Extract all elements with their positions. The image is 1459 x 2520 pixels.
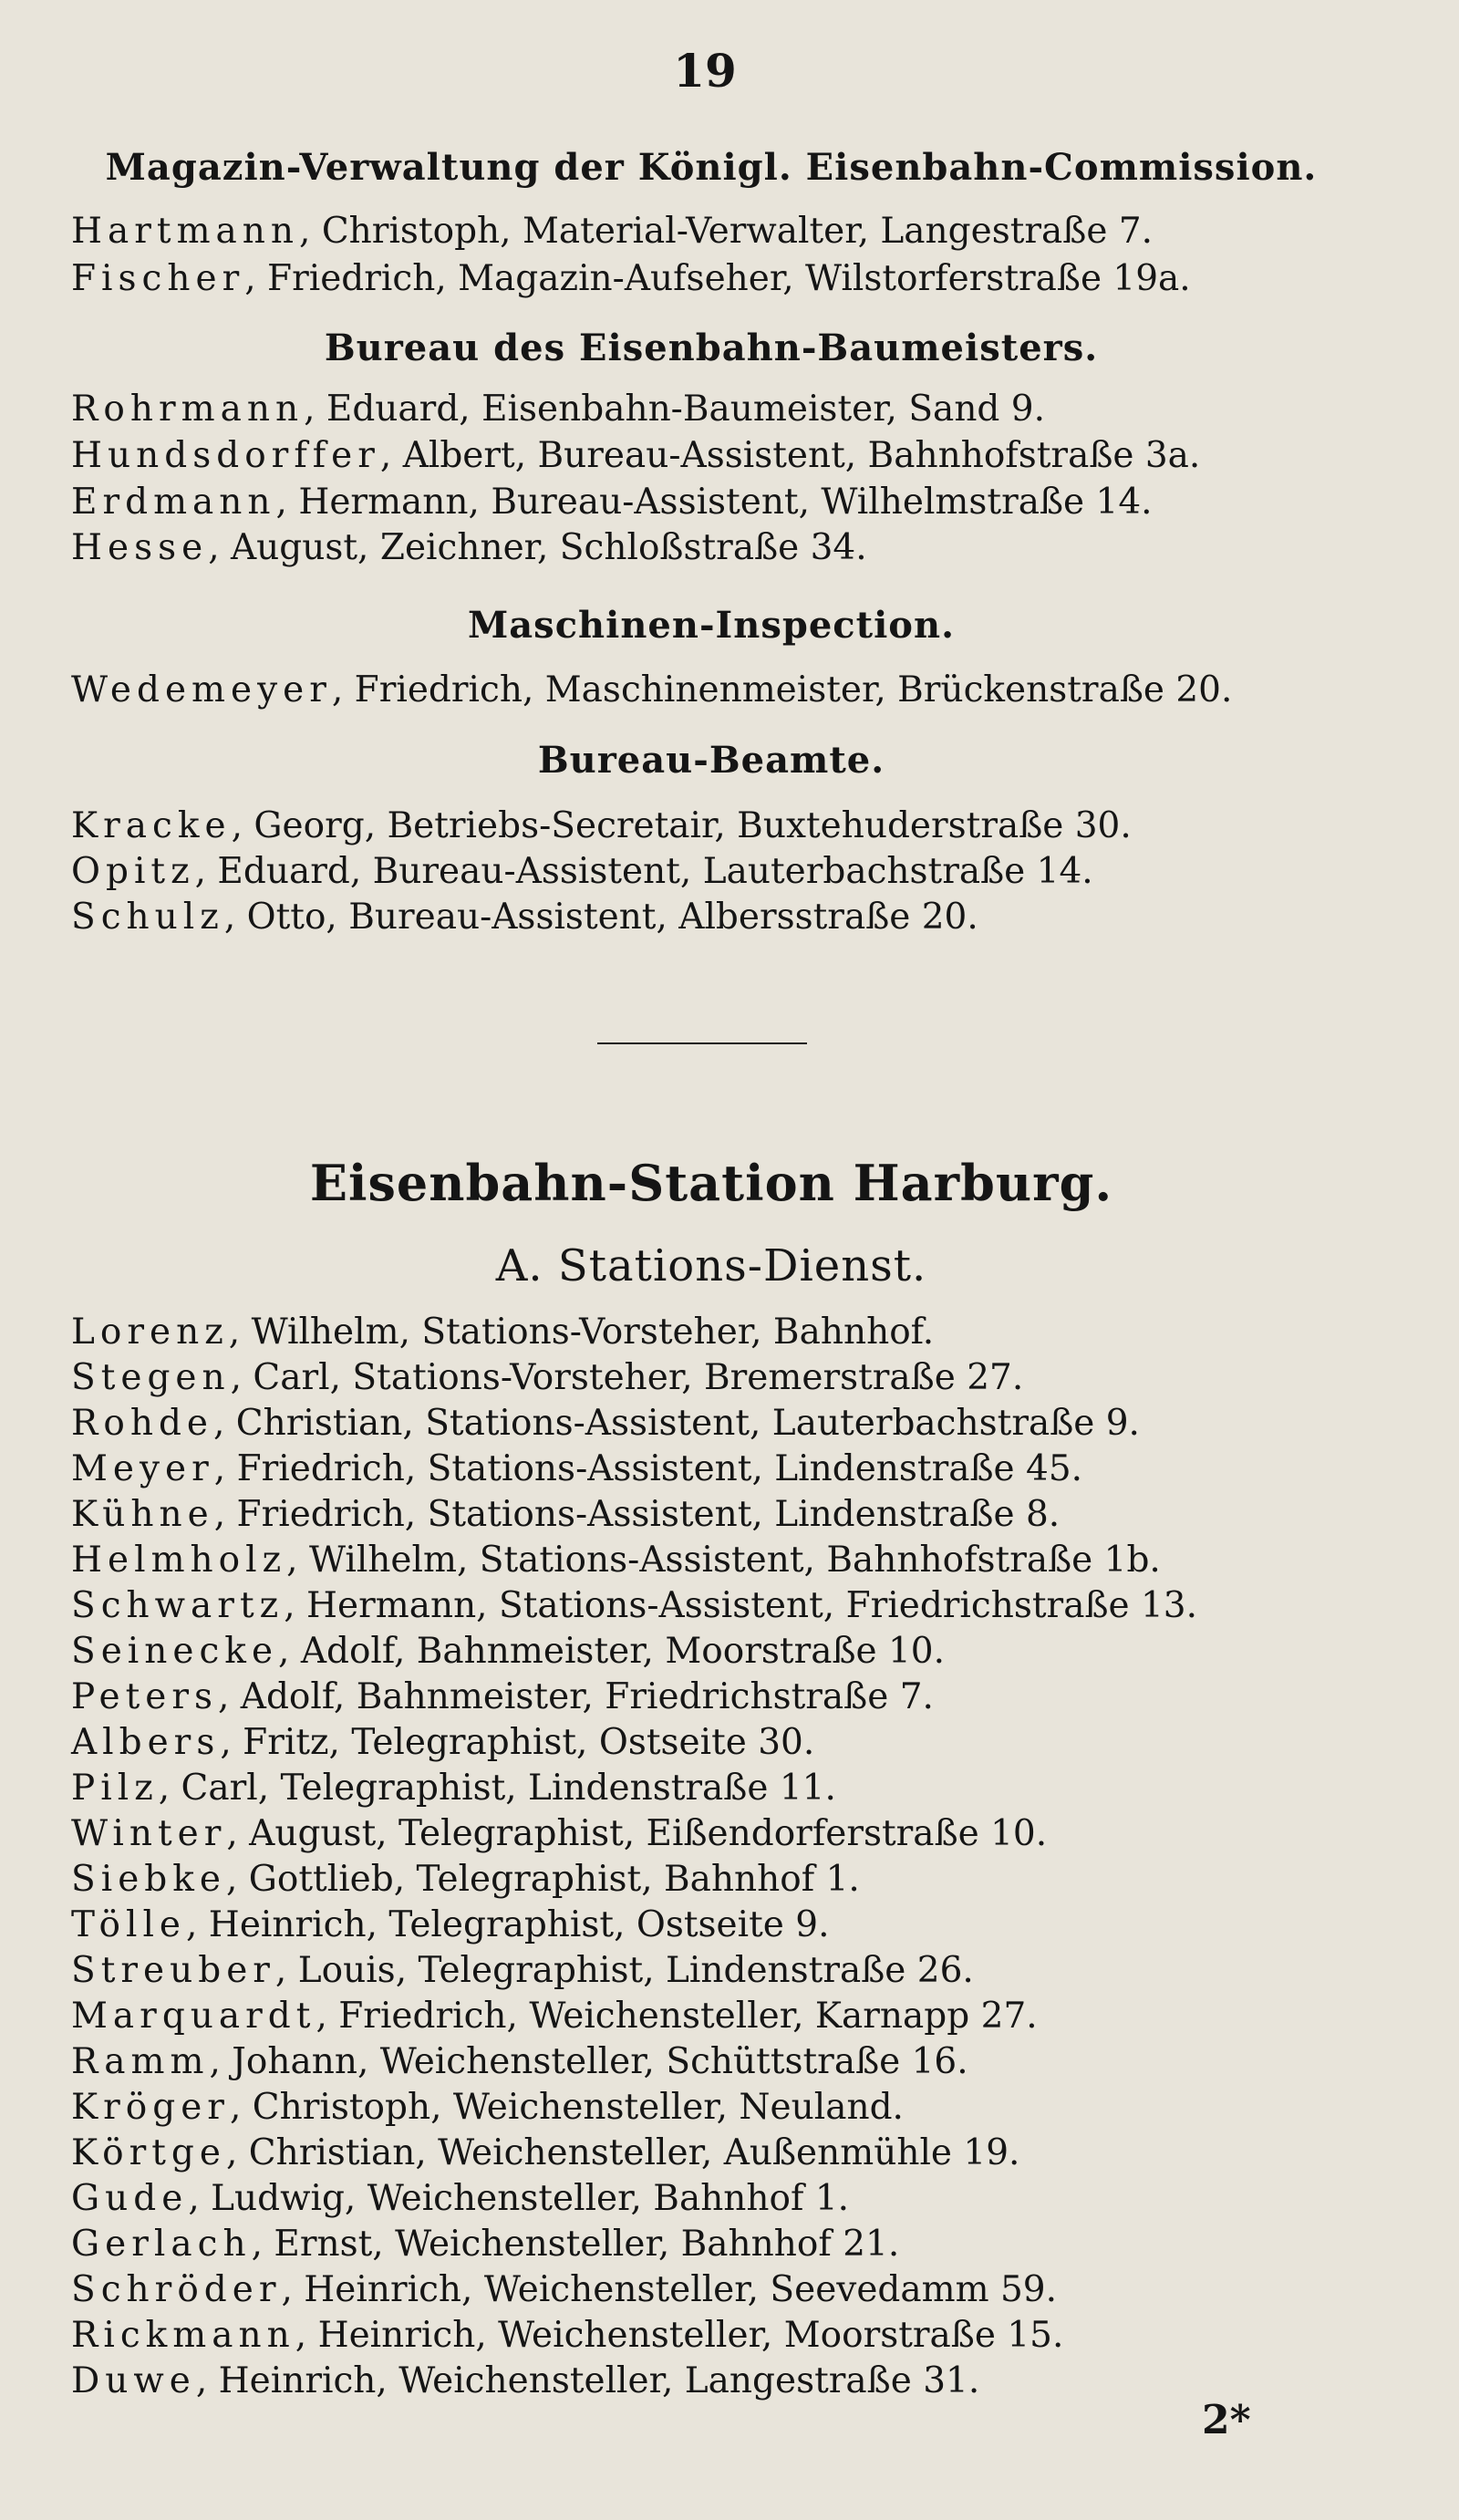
- entry-name: Stegen: [71, 1357, 231, 1398]
- entry-name: Pilz: [71, 1768, 159, 1809]
- entry-name: Wedemeyer: [71, 669, 332, 710]
- entry-name: Gerlach: [71, 2224, 252, 2265]
- list-item: [71, 1450, 1082, 1489]
- entry-details: , Christian, Weichensteller, Außenmühle 19.: [225, 2132, 1020, 2173]
- entry-name: Fischer: [71, 258, 245, 299]
- list-item: [71, 1587, 1197, 1626]
- entry-details: , Wilhelm, Stations-Assistent, Bahnhofstraße 1b.: [286, 1540, 1161, 1581]
- section-heading-bureau-beamte: Bureau-Beamte.: [537, 739, 885, 782]
- list-item: [71, 260, 1191, 299]
- entry-details: , Friedrich, Stations-Assistent, Lindenstraße 8.: [213, 1494, 1061, 1535]
- section-heading-baumeister: Bureau des Eisenbahn-Baumeisters.: [324, 327, 1099, 369]
- entry-name: Schulz: [71, 897, 224, 938]
- list-item: [71, 1541, 1161, 1581]
- entry-details: , Christoph, Weichensteller, Neuland.: [229, 2087, 904, 2128]
- entry-name: Hesse: [71, 527, 209, 568]
- entry-name: Hundsdorffer: [71, 435, 380, 476]
- entry-details: , Hermann, Stations-Assistent, Friedrichstraße 13.: [284, 1585, 1197, 1626]
- entry-name: Opitz: [71, 851, 195, 892]
- list-item: [71, 1952, 974, 1991]
- entry-details: , Friedrich, Stations-Assistent, Lindenstraße 45.: [213, 1448, 1083, 1489]
- entry-details: , Heinrich, Telegraphist, Ostseite 9.: [186, 1904, 830, 1945]
- entry-name: Tölle: [71, 1904, 187, 1945]
- list-item: [71, 2043, 968, 2082]
- section-heading-station-harburg: Eisenbahn-Station Harburg.: [309, 1154, 1113, 1212]
- list-item: [71, 1724, 814, 1763]
- entry-details: , August, Telegraphist, Eißendorferstraße 10.: [226, 1813, 1048, 1854]
- entry-name: Schwartz: [71, 1585, 285, 1626]
- entry-details: , Adolf, Bahnmeister, Moorstraße 10.: [278, 1631, 946, 1672]
- entry-details: , Friedrich, Magazin-Aufseher, Wilstorferstraße 19a.: [244, 258, 1191, 299]
- list-item: [71, 529, 867, 568]
- entry-name: Duwe: [71, 2360, 196, 2401]
- list-item: [71, 2089, 904, 2128]
- list-item: [71, 2362, 979, 2401]
- divider: [597, 1042, 807, 1044]
- entry-name: Meyer: [71, 1448, 214, 1489]
- entry-name: Kröger: [71, 2087, 230, 2128]
- list-item: [71, 898, 978, 938]
- entry-name: Rickmann: [71, 2315, 295, 2356]
- subsection-heading-stations-dienst: A. Stations-Dienst.: [495, 1240, 927, 1291]
- entry-name: Marquardt: [71, 1996, 316, 2037]
- entry-details: , Johann, Weichensteller, Schüttstraße 16.: [209, 2041, 968, 2082]
- entry-details: , Wilhelm, Stations-Vorsteher, Bahnhof.: [228, 1312, 935, 1353]
- entry-details: , Otto, Bureau-Assistent, Albersstraße 20.: [223, 897, 978, 938]
- page-number: 19: [673, 44, 737, 98]
- list-item: [71, 1359, 1023, 1398]
- list-item: [71, 483, 1153, 523]
- signature-mark: 2*: [1202, 2397, 1251, 2443]
- entry-details: , Carl, Stations-Vorsteher, Bremerstraße 27.: [230, 1357, 1024, 1398]
- entry-details: , Ludwig, Weichensteller, Bahnhof 1.: [188, 2178, 850, 2219]
- entry-name: Hartmann: [71, 211, 300, 252]
- entry-name: Siebke: [71, 1859, 226, 1900]
- list-item: [71, 1496, 1060, 1535]
- entry-details: , Friedrich, Maschinenmeister, Brückenstraße 20.: [331, 669, 1233, 710]
- entry-name: Kracke: [71, 805, 232, 846]
- list-item: [71, 2180, 849, 2219]
- list-item: [71, 853, 1093, 892]
- section-heading-maschinen-inspection: Maschinen-Inspection.: [467, 604, 955, 647]
- entry-name: Körtge: [71, 2132, 226, 2173]
- entry-name: Winter: [71, 1813, 227, 1854]
- list-item: [71, 2225, 899, 2265]
- list-item: [71, 1815, 1047, 1854]
- entry-details: , Eduard, Eisenbahn-Baumeister, Sand 9.: [304, 389, 1046, 430]
- entry-details: , Georg, Betriebs-Secretair, Buxtehuderstraße 30.: [231, 805, 1132, 846]
- entry-details: , Heinrich, Weichensteller, Seevedamm 59.: [281, 2269, 1057, 2310]
- list-item: [71, 1405, 1140, 1444]
- entry-name: Streuber: [71, 1950, 275, 1991]
- entry-name: Peters: [71, 1676, 218, 1717]
- entry-details: , Christian, Stations-Assistent, Lauterbachstraße 9.: [213, 1403, 1140, 1444]
- section-heading-magazin-verwaltung: Magazin-Verwaltung der Königl. Eisenbahn-Commission.: [105, 146, 1318, 189]
- list-item: [71, 1906, 829, 1945]
- entry-details: , Gottlieb, Telegraphist, Bahnhof 1.: [225, 1859, 860, 1900]
- list-item: [71, 2134, 1019, 2173]
- entry-details: , Carl, Telegraphist, Lindenstraße 11.: [158, 1768, 836, 1809]
- list-item: [71, 213, 1153, 252]
- entry-name: Schröder: [71, 2269, 282, 2310]
- entry-details: , Eduard, Bureau-Assistent, Lauterbachstraße 14.: [194, 851, 1093, 892]
- list-item: [71, 1313, 934, 1353]
- list-item: [71, 1633, 945, 1672]
- entry-name: Rohrmann: [71, 389, 305, 430]
- entry-details: , Heinrich, Weichensteller, Moorstraße 15.: [295, 2315, 1064, 2356]
- list-item: [71, 390, 1045, 430]
- entry-name: Seinecke: [71, 1631, 279, 1672]
- entry-name: Helmholz: [71, 1540, 287, 1581]
- entry-details: , Fritz, Telegraphist, Ostseite 30.: [220, 1722, 815, 1763]
- entry-name: Albers: [71, 1722, 221, 1763]
- list-item: [71, 1861, 860, 1900]
- list-item: [71, 1997, 1038, 2037]
- entry-details: , Hermann, Bureau-Assistent, Wilhelmstraße 14.: [275, 482, 1153, 523]
- entry-name: Rohde: [71, 1403, 214, 1444]
- list-item: [71, 807, 1132, 846]
- entry-details: , Louis, Telegraphist, Lindenstraße 26.: [274, 1950, 974, 1991]
- list-item: [71, 2271, 1057, 2310]
- list-item: [71, 1769, 836, 1809]
- entry-name: Kühne: [71, 1494, 214, 1535]
- entry-details: , Heinrich, Weichensteller, Langestraße 31.: [195, 2360, 980, 2401]
- entry-details: , August, Zeichner, Schloßstraße 34.: [208, 527, 867, 568]
- list-item: [71, 1678, 934, 1717]
- entry-name: Lorenz: [71, 1312, 229, 1353]
- list-item: [71, 671, 1232, 710]
- entry-details: , Adolf, Bahnmeister, Friedrichstraße 7.: [217, 1676, 934, 1717]
- list-item: [71, 2317, 1063, 2356]
- entry-details: , Friedrich, Weichensteller, Karnapp 27.: [316, 1996, 1038, 2037]
- entry-name: Ramm: [71, 2041, 210, 2082]
- entry-name: Erdmann: [71, 482, 276, 523]
- entry-details: , Ernst, Weichensteller, Bahnhof 21.: [251, 2224, 900, 2265]
- entry-name: Gude: [71, 2178, 189, 2219]
- entry-details: , Christoph, Material-Verwalter, Langestraße 7.: [299, 211, 1154, 252]
- entry-details: , Albert, Bureau-Assistent, Bahnhofstraße 3a.: [379, 435, 1201, 476]
- list-item: [71, 437, 1200, 476]
